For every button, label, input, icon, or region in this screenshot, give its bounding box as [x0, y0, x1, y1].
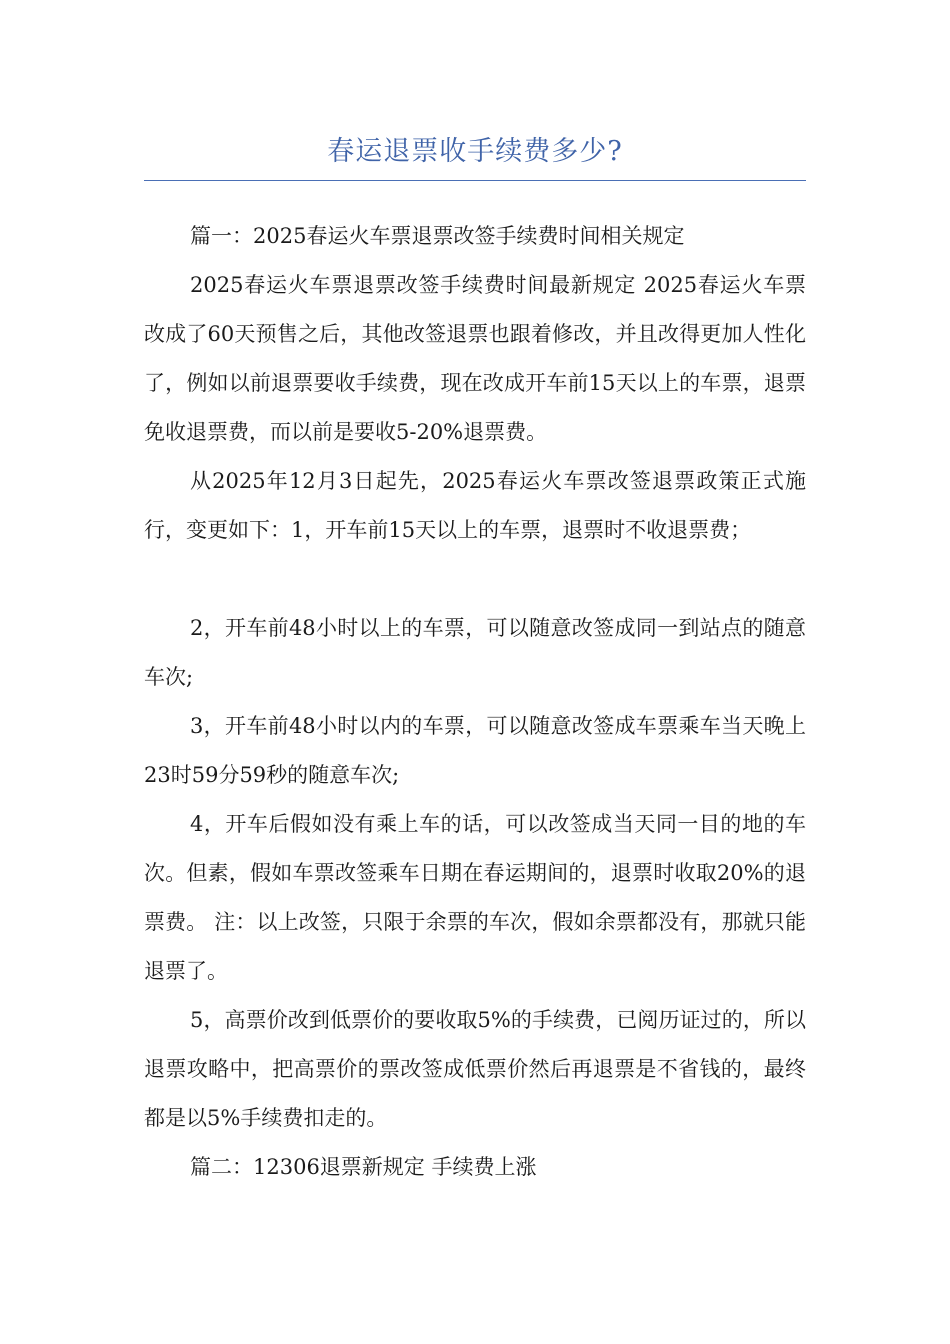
- title-underline: [144, 180, 806, 181]
- section-heading-2: 篇二：12306退票新规定 手续费上涨: [190, 1155, 537, 1179]
- paragraph-rule-5: 5，高票价改到低票价的要收取5%的手续费，已阅历证过的，所以退票攻略中，把高票价的票改签成低票价然后再退票是不省钱的，最终都是以5%手续费扣走的。: [144, 1008, 806, 1130]
- paragraph-intro: 2025春运火车票退票改签手续费时间最新规定 2025春运火车票改成了60天预售之后，其他改签退票也跟着修改，并且改得更加人性化了，例如以前退票要收手续费，现在改成开车前15天以上的车票，退票免收退票费，而以前是要收5-20%退票费。: [144, 273, 806, 444]
- paragraph-policy: 从2025年12月3日起先，2025春运火车票改签退票政策正式施行，变更如下：1，开车前15天以上的车票，退票时不收退票费；: [144, 469, 806, 542]
- paragraph-rule-4: 4，开车后假如没有乘上车的话，可以改签成当天同一目的地的车次。但素，假如车票改签乘车日期在春运期间的，退票时收取20%的退票费。 注：以上改签，只限于余票的车次，假如余票都没有，那就只能退票了。: [144, 812, 806, 983]
- document-body: [144, 212, 806, 1192]
- section-heading-1: 篇一：2025春运火车票退票改签手续费时间相关规定: [190, 224, 685, 248]
- document-title: 春运退票收手续费多少?: [327, 136, 623, 167]
- paragraph-rule-2: 2，开车前48小时以上的车票，可以随意改签成同一到站点的随意车次;: [144, 616, 806, 689]
- paragraph-rule-3: 3，开车前48小时以内的车票，可以随意改签成车票乘车当天晚上23时59分59秒的随意车次;: [144, 714, 806, 787]
